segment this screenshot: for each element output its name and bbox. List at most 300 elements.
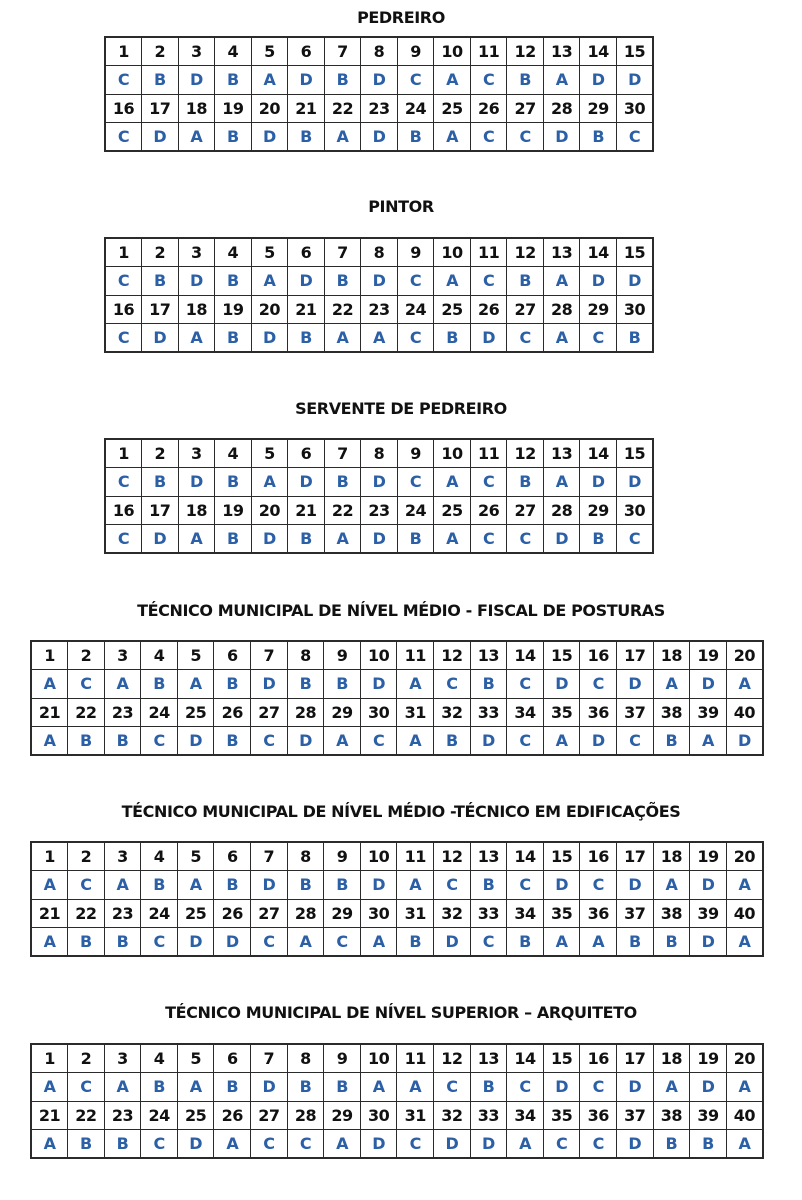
question-number-cell: 21 bbox=[31, 899, 68, 928]
question-number-cell: 9 bbox=[324, 1044, 361, 1073]
answer-cell: D bbox=[617, 1073, 654, 1102]
section-title: PINTOR bbox=[368, 197, 434, 216]
question-number-cell: 9 bbox=[324, 842, 361, 871]
question-number-cell: 33 bbox=[470, 899, 507, 928]
question-number-cell: 15 bbox=[616, 37, 653, 66]
answer-cell: B bbox=[215, 66, 252, 95]
question-number-cell: 30 bbox=[360, 698, 397, 727]
answer-cell: C bbox=[360, 727, 397, 756]
answer-cell: A bbox=[104, 871, 141, 900]
question-number-cell: 6 bbox=[288, 37, 325, 66]
question-number-cell: 6 bbox=[288, 238, 325, 267]
question-number-cell: 24 bbox=[141, 899, 178, 928]
answer-cell: D bbox=[251, 525, 288, 554]
answer-cell: A bbox=[543, 324, 580, 353]
answer-cell: C bbox=[105, 468, 142, 497]
answer-cell: A bbox=[177, 871, 214, 900]
question-number-cell: 12 bbox=[434, 842, 471, 871]
question-number-cell: 6 bbox=[288, 439, 325, 468]
question-number-cell: 13 bbox=[543, 37, 580, 66]
question-number-cell: 10 bbox=[434, 439, 471, 468]
answer-cell: A bbox=[690, 727, 727, 756]
answer-row bbox=[105, 525, 653, 554]
question-number-cell: 17 bbox=[142, 94, 179, 123]
question-number-cell: 6 bbox=[214, 1044, 251, 1073]
answer-cell: D bbox=[251, 324, 288, 353]
question-number-cell: 26 bbox=[470, 94, 507, 123]
question-number-cell: 26 bbox=[470, 295, 507, 324]
question-number-cell: 16 bbox=[105, 295, 142, 324]
answer-cell: A bbox=[397, 871, 434, 900]
question-number-cell: 9 bbox=[397, 238, 434, 267]
question-number-cell: 37 bbox=[617, 698, 654, 727]
question-number-cell: 26 bbox=[214, 899, 251, 928]
answer-cell: B bbox=[104, 727, 141, 756]
answer-cell: C bbox=[616, 123, 653, 152]
answer-key-table bbox=[30, 640, 764, 756]
question-number-row bbox=[105, 295, 653, 324]
answer-row bbox=[105, 324, 653, 353]
answer-cell: B bbox=[507, 267, 544, 296]
question-number-cell: 38 bbox=[653, 698, 690, 727]
answer-cell: A bbox=[360, 928, 397, 957]
question-number-cell: 28 bbox=[543, 496, 580, 525]
question-number-cell: 15 bbox=[543, 641, 580, 670]
answer-cell: A bbox=[726, 928, 763, 957]
question-number-cell: 7 bbox=[251, 641, 288, 670]
question-number-cell: 27 bbox=[507, 94, 544, 123]
answer-cell: C bbox=[105, 324, 142, 353]
answer-cell: B bbox=[507, 468, 544, 497]
answer-cell: C bbox=[397, 324, 434, 353]
question-number-cell: 28 bbox=[287, 899, 324, 928]
answer-cell: B bbox=[287, 1073, 324, 1102]
answer-cell: A bbox=[31, 928, 68, 957]
question-number-cell: 29 bbox=[580, 496, 617, 525]
answer-cell: B bbox=[397, 123, 434, 152]
question-number-cell: 10 bbox=[434, 238, 471, 267]
question-number-cell: 26 bbox=[470, 496, 507, 525]
question-number-cell: 18 bbox=[178, 94, 215, 123]
answer-cell: A bbox=[434, 468, 471, 497]
question-number-cell: 2 bbox=[142, 439, 179, 468]
answer-cell: B bbox=[653, 928, 690, 957]
answer-cell: C bbox=[105, 525, 142, 554]
answer-cell: A bbox=[178, 123, 215, 152]
question-number-cell: 8 bbox=[287, 641, 324, 670]
answer-cell: B bbox=[104, 1130, 141, 1159]
answer-row bbox=[31, 1130, 763, 1159]
section-title: SERVENTE DE PEDREIRO bbox=[295, 399, 507, 418]
question-number-cell: 20 bbox=[726, 641, 763, 670]
answer-cell: B bbox=[397, 525, 434, 554]
question-number-cell: 3 bbox=[104, 842, 141, 871]
question-number-row bbox=[105, 439, 653, 468]
question-number-cell: 12 bbox=[434, 641, 471, 670]
question-number-cell: 3 bbox=[104, 641, 141, 670]
question-number-cell: 20 bbox=[251, 295, 288, 324]
question-number-cell: 9 bbox=[324, 641, 361, 670]
question-number-cell: 19 bbox=[690, 842, 727, 871]
question-number-cell: 17 bbox=[617, 1044, 654, 1073]
answer-cell: A bbox=[361, 324, 398, 353]
answer-cell: B bbox=[288, 324, 325, 353]
question-number-cell: 4 bbox=[141, 641, 178, 670]
question-number-cell: 19 bbox=[215, 496, 252, 525]
section-title: TÉCNICO MUNICIPAL DE NÍVEL MÉDIO -TÉCNICO EM EDIFICAÇÕES bbox=[121, 802, 681, 821]
question-number-cell: 21 bbox=[31, 1101, 68, 1130]
question-number-cell: 3 bbox=[178, 37, 215, 66]
answer-row bbox=[31, 928, 763, 957]
answer-key-table bbox=[104, 36, 654, 152]
answer-key-section bbox=[0, 601, 802, 621]
answer-cell: D bbox=[288, 468, 325, 497]
answer-cell: D bbox=[543, 871, 580, 900]
answer-cell: A bbox=[726, 670, 763, 699]
answer-cell: C bbox=[507, 525, 544, 554]
question-number-cell: 29 bbox=[324, 698, 361, 727]
question-number-cell: 3 bbox=[104, 1044, 141, 1073]
answer-cell: D bbox=[361, 66, 398, 95]
answer-cell: A bbox=[324, 525, 361, 554]
answer-cell: A bbox=[434, 66, 471, 95]
question-number-row bbox=[31, 1044, 763, 1073]
question-number-cell: 10 bbox=[360, 641, 397, 670]
question-number-cell: 6 bbox=[214, 842, 251, 871]
answer-cell: B bbox=[215, 468, 252, 497]
answer-cell: C bbox=[507, 727, 544, 756]
answer-cell: D bbox=[142, 525, 179, 554]
answer-cell: A bbox=[397, 727, 434, 756]
question-number-cell: 22 bbox=[68, 1101, 105, 1130]
answer-cell: B bbox=[616, 324, 653, 353]
question-number-cell: 18 bbox=[653, 842, 690, 871]
question-number-cell: 11 bbox=[470, 439, 507, 468]
answer-cell: A bbox=[31, 727, 68, 756]
answer-cell: C bbox=[580, 871, 617, 900]
answer-cell: A bbox=[324, 1130, 361, 1159]
answer-cell: A bbox=[543, 66, 580, 95]
question-number-cell: 3 bbox=[178, 439, 215, 468]
question-number-cell: 2 bbox=[68, 641, 105, 670]
question-number-cell: 14 bbox=[580, 439, 617, 468]
answer-key-table bbox=[104, 438, 654, 554]
question-number-cell: 2 bbox=[68, 1044, 105, 1073]
question-number-cell: 18 bbox=[178, 496, 215, 525]
answer-cell: A bbox=[214, 1130, 251, 1159]
question-number-cell: 9 bbox=[397, 439, 434, 468]
question-number-row bbox=[31, 698, 763, 727]
question-number-cell: 19 bbox=[690, 1044, 727, 1073]
question-number-cell: 38 bbox=[653, 1101, 690, 1130]
question-number-cell: 21 bbox=[31, 698, 68, 727]
question-number-cell: 16 bbox=[105, 94, 142, 123]
answer-cell: B bbox=[324, 871, 361, 900]
answer-cell: A bbox=[434, 525, 471, 554]
answer-cell: D bbox=[616, 468, 653, 497]
answer-cell: D bbox=[726, 727, 763, 756]
answer-cell: B bbox=[142, 267, 179, 296]
question-number-cell: 12 bbox=[507, 439, 544, 468]
question-number-cell: 8 bbox=[287, 1044, 324, 1073]
question-number-cell: 11 bbox=[470, 37, 507, 66]
answer-cell: B bbox=[580, 123, 617, 152]
question-number-cell: 5 bbox=[177, 641, 214, 670]
answer-row bbox=[105, 123, 653, 152]
question-number-cell: 18 bbox=[653, 1044, 690, 1073]
answer-row bbox=[31, 1073, 763, 1102]
answer-cell: A bbox=[251, 468, 288, 497]
answer-cell: B bbox=[470, 871, 507, 900]
answer-cell: B bbox=[142, 66, 179, 95]
answer-cell: D bbox=[580, 468, 617, 497]
answer-cell: C bbox=[580, 324, 617, 353]
answer-cell: B bbox=[215, 525, 252, 554]
question-number-cell: 4 bbox=[215, 439, 252, 468]
question-number-cell: 4 bbox=[215, 37, 252, 66]
answer-cell: D bbox=[690, 1073, 727, 1102]
question-number-cell: 40 bbox=[726, 899, 763, 928]
answer-cell: C bbox=[251, 727, 288, 756]
answer-cell: C bbox=[68, 1073, 105, 1102]
question-number-cell: 22 bbox=[324, 295, 361, 324]
answer-cell: B bbox=[215, 267, 252, 296]
answer-row bbox=[31, 670, 763, 699]
answer-cell: A bbox=[360, 1073, 397, 1102]
question-number-cell: 10 bbox=[360, 842, 397, 871]
question-number-cell: 11 bbox=[397, 842, 434, 871]
question-number-cell: 33 bbox=[470, 1101, 507, 1130]
question-number-cell: 7 bbox=[251, 1044, 288, 1073]
answer-cell: B bbox=[68, 727, 105, 756]
answer-cell: A bbox=[543, 928, 580, 957]
answer-cell: B bbox=[215, 324, 252, 353]
question-number-cell: 27 bbox=[251, 899, 288, 928]
answer-cell: D bbox=[617, 1130, 654, 1159]
answer-cell: C bbox=[251, 928, 288, 957]
question-number-cell: 15 bbox=[543, 842, 580, 871]
answer-cell: A bbox=[653, 1073, 690, 1102]
answer-cell: A bbox=[434, 267, 471, 296]
answer-cell: C bbox=[507, 670, 544, 699]
question-number-cell: 4 bbox=[215, 238, 252, 267]
answer-cell: C bbox=[470, 123, 507, 152]
answer-cell: D bbox=[580, 66, 617, 95]
question-number-cell: 18 bbox=[653, 641, 690, 670]
answer-cell: D bbox=[251, 1073, 288, 1102]
answer-cell: C bbox=[507, 123, 544, 152]
question-number-cell: 28 bbox=[543, 295, 580, 324]
question-number-cell: 15 bbox=[543, 1044, 580, 1073]
question-number-cell: 3 bbox=[178, 238, 215, 267]
answer-key-table bbox=[30, 1043, 764, 1159]
answer-cell: C bbox=[543, 1130, 580, 1159]
question-number-cell: 25 bbox=[177, 899, 214, 928]
answer-cell: B bbox=[324, 66, 361, 95]
question-number-cell: 36 bbox=[580, 1101, 617, 1130]
question-number-cell: 10 bbox=[360, 1044, 397, 1073]
answer-cell: D bbox=[214, 928, 251, 957]
question-number-cell: 22 bbox=[324, 94, 361, 123]
question-number-cell: 37 bbox=[617, 899, 654, 928]
answer-cell: A bbox=[397, 1073, 434, 1102]
question-number-cell: 15 bbox=[616, 439, 653, 468]
answer-cell: B bbox=[214, 670, 251, 699]
answer-cell: B bbox=[214, 1073, 251, 1102]
answer-cell: B bbox=[434, 727, 471, 756]
answer-cell: A bbox=[177, 1073, 214, 1102]
question-number-cell: 14 bbox=[580, 37, 617, 66]
question-number-cell: 25 bbox=[434, 496, 471, 525]
question-number-cell: 33 bbox=[470, 698, 507, 727]
question-number-cell: 32 bbox=[434, 698, 471, 727]
answer-cell: A bbox=[31, 871, 68, 900]
question-number-cell: 8 bbox=[361, 37, 398, 66]
answer-cell: D bbox=[434, 1130, 471, 1159]
question-number-cell: 25 bbox=[434, 94, 471, 123]
question-number-cell: 1 bbox=[31, 1044, 68, 1073]
question-number-cell: 13 bbox=[470, 641, 507, 670]
answer-cell: A bbox=[726, 1073, 763, 1102]
question-number-cell: 22 bbox=[324, 496, 361, 525]
answer-cell: B bbox=[324, 1073, 361, 1102]
question-number-cell: 17 bbox=[617, 641, 654, 670]
answer-cell: C bbox=[470, 928, 507, 957]
answer-cell: D bbox=[543, 525, 580, 554]
answer-cell: B bbox=[214, 871, 251, 900]
question-number-cell: 23 bbox=[361, 94, 398, 123]
answer-cell: C bbox=[470, 267, 507, 296]
question-number-row bbox=[31, 899, 763, 928]
answer-cell: A bbox=[31, 1073, 68, 1102]
answer-cell: B bbox=[141, 871, 178, 900]
question-number-cell: 23 bbox=[104, 899, 141, 928]
question-number-cell: 24 bbox=[397, 496, 434, 525]
answer-cell: B bbox=[68, 1130, 105, 1159]
answer-key-section bbox=[0, 399, 802, 419]
question-number-cell: 20 bbox=[726, 842, 763, 871]
question-number-cell: 9 bbox=[397, 37, 434, 66]
answer-cell: C bbox=[470, 66, 507, 95]
answer-cell: A bbox=[251, 267, 288, 296]
question-number-cell: 39 bbox=[690, 899, 727, 928]
question-number-cell: 18 bbox=[178, 295, 215, 324]
question-number-cell: 8 bbox=[361, 238, 398, 267]
question-number-cell: 12 bbox=[507, 37, 544, 66]
question-number-cell: 1 bbox=[105, 238, 142, 267]
answer-cell: A bbox=[31, 1130, 68, 1159]
question-number-cell: 23 bbox=[104, 698, 141, 727]
answer-cell: A bbox=[543, 267, 580, 296]
answer-cell: C bbox=[507, 1073, 544, 1102]
answer-cell: B bbox=[288, 525, 325, 554]
question-number-cell: 16 bbox=[580, 641, 617, 670]
question-number-cell: 39 bbox=[690, 1101, 727, 1130]
answer-cell: C bbox=[324, 928, 361, 957]
answer-cell: A bbox=[251, 66, 288, 95]
answer-cell: A bbox=[31, 670, 68, 699]
answer-cell: B bbox=[324, 267, 361, 296]
question-number-cell: 19 bbox=[215, 295, 252, 324]
question-number-cell: 25 bbox=[177, 698, 214, 727]
question-number-cell: 8 bbox=[361, 439, 398, 468]
answer-cell: A bbox=[104, 1073, 141, 1102]
question-number-cell: 39 bbox=[690, 698, 727, 727]
answer-cell: C bbox=[68, 871, 105, 900]
question-number-cell: 27 bbox=[507, 496, 544, 525]
question-number-cell: 10 bbox=[434, 37, 471, 66]
answer-cell: A bbox=[397, 670, 434, 699]
answer-cell: A bbox=[324, 324, 361, 353]
answer-cell: D bbox=[251, 123, 288, 152]
answer-cell: B bbox=[507, 66, 544, 95]
answer-cell: B bbox=[653, 1130, 690, 1159]
question-number-cell: 4 bbox=[141, 842, 178, 871]
question-number-cell: 13 bbox=[543, 439, 580, 468]
answer-cell: C bbox=[251, 1130, 288, 1159]
answer-cell: D bbox=[361, 525, 398, 554]
question-number-cell: 12 bbox=[434, 1044, 471, 1073]
question-number-cell: 30 bbox=[360, 1101, 397, 1130]
answer-row bbox=[31, 871, 763, 900]
answer-key-table bbox=[30, 841, 764, 957]
answer-key-table bbox=[104, 237, 654, 353]
question-number-cell: 35 bbox=[543, 899, 580, 928]
answer-key-section bbox=[0, 1003, 802, 1023]
question-number-cell: 36 bbox=[580, 899, 617, 928]
question-number-cell: 30 bbox=[616, 295, 653, 324]
answer-row bbox=[105, 468, 653, 497]
answer-cell: A bbox=[287, 928, 324, 957]
question-number-cell: 24 bbox=[397, 295, 434, 324]
answer-cell: B bbox=[215, 123, 252, 152]
answer-row bbox=[31, 727, 763, 756]
question-number-cell: 23 bbox=[104, 1101, 141, 1130]
answer-cell: D bbox=[470, 727, 507, 756]
question-number-cell: 7 bbox=[324, 238, 361, 267]
answer-cell: C bbox=[580, 1130, 617, 1159]
question-number-cell: 26 bbox=[214, 1101, 251, 1130]
question-number-cell: 26 bbox=[214, 698, 251, 727]
answer-cell: A bbox=[324, 123, 361, 152]
answer-cell: D bbox=[543, 1073, 580, 1102]
answer-cell: D bbox=[616, 267, 653, 296]
answer-cell: D bbox=[177, 727, 214, 756]
answer-cell: D bbox=[617, 871, 654, 900]
question-number-cell: 30 bbox=[616, 94, 653, 123]
answer-cell: D bbox=[361, 468, 398, 497]
answer-cell: D bbox=[288, 66, 325, 95]
question-number-cell: 5 bbox=[177, 842, 214, 871]
question-number-cell: 35 bbox=[543, 698, 580, 727]
question-number-cell: 16 bbox=[105, 496, 142, 525]
answer-cell: C bbox=[434, 670, 471, 699]
question-number-cell: 14 bbox=[507, 641, 544, 670]
question-number-cell: 22 bbox=[68, 899, 105, 928]
answer-cell: D bbox=[178, 468, 215, 497]
answer-cell: B bbox=[617, 928, 654, 957]
answer-cell: C bbox=[507, 871, 544, 900]
question-number-cell: 24 bbox=[397, 94, 434, 123]
answer-cell: A bbox=[178, 324, 215, 353]
answer-cell: C bbox=[617, 727, 654, 756]
question-number-cell: 15 bbox=[616, 238, 653, 267]
answer-cell: C bbox=[105, 267, 142, 296]
answer-cell: C bbox=[434, 1073, 471, 1102]
answer-cell: C bbox=[470, 525, 507, 554]
question-number-cell: 34 bbox=[507, 698, 544, 727]
answer-cell: B bbox=[141, 670, 178, 699]
